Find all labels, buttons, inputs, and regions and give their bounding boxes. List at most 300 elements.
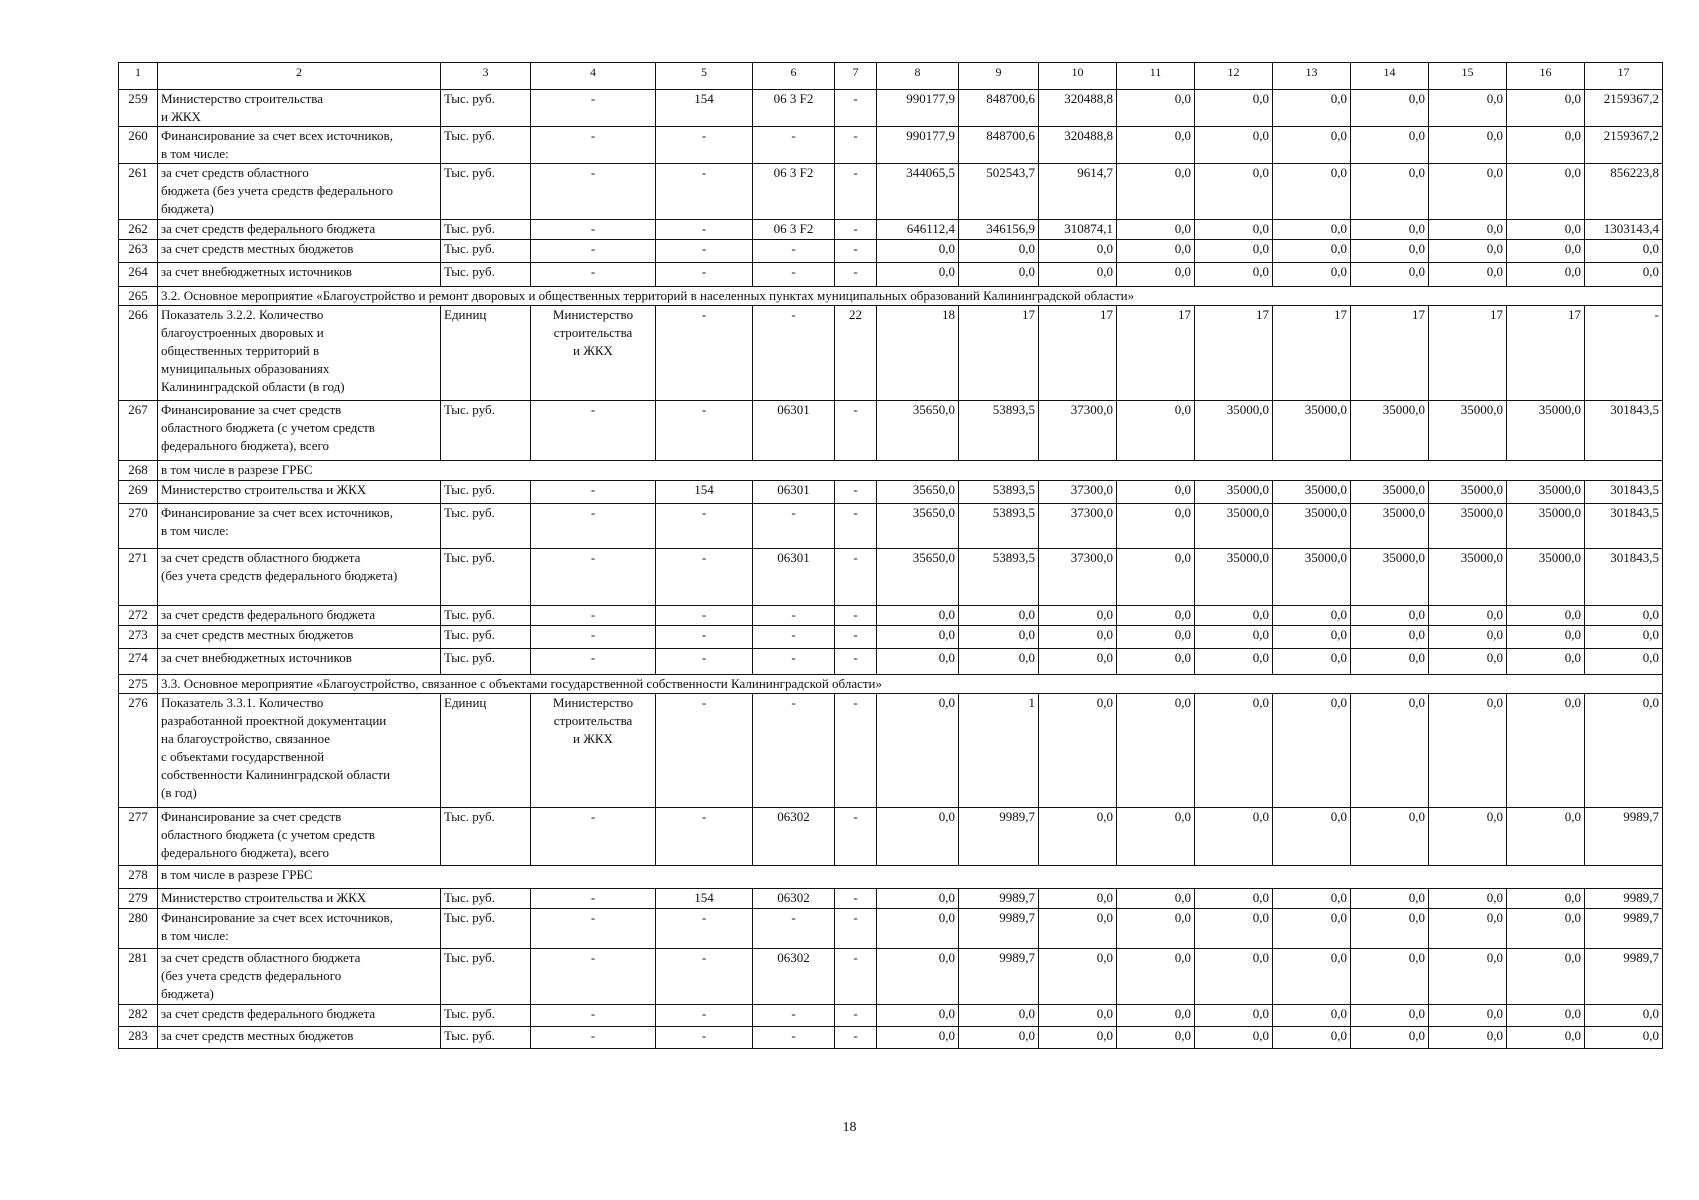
- table-cell: -: [656, 949, 753, 1005]
- table-cell: 0,0: [1117, 649, 1195, 675]
- table-cell: -: [753, 649, 835, 675]
- table-cell: 0,0: [1039, 240, 1117, 263]
- table-cell: 37300,0: [1039, 481, 1117, 504]
- column-number-cell: 16: [1507, 63, 1585, 90]
- table-cell: 0,0: [1117, 808, 1195, 866]
- table-cell: 0,0: [1273, 263, 1351, 287]
- row-number-cell: 275: [119, 675, 158, 694]
- table-row: [119, 694, 1663, 808]
- table-cell: 0,0: [1351, 220, 1429, 240]
- table-cell: 35000,0: [1507, 401, 1585, 461]
- table-cell: 0,0: [1273, 808, 1351, 866]
- table-cell: 0,0: [1039, 606, 1117, 626]
- table-cell: 0,0: [877, 1005, 959, 1027]
- table-cell: 35000,0: [1429, 549, 1507, 606]
- indicator-name-cell: за счет средств федерального бюджета: [158, 220, 441, 240]
- table-cell: 0,0: [959, 606, 1039, 626]
- table-cell: 35000,0: [1351, 401, 1429, 461]
- table-cell: 06302: [753, 949, 835, 1005]
- table-row: [119, 808, 1663, 866]
- table-cell: 0,0: [1585, 1005, 1663, 1027]
- indicator-name-cell: Финансирование за счет всех источников, в том числе:: [158, 127, 441, 164]
- table-cell: 53893,5: [959, 481, 1039, 504]
- table-row: [119, 240, 1663, 263]
- table-cell: 0,0: [1585, 694, 1663, 808]
- table-cell: 0,0: [1273, 127, 1351, 164]
- row-number-cell: 260: [119, 127, 158, 164]
- section-title-cell: 3.3. Основное мероприятие «Благоустройство, связанное с объектами государственной собственности Калининградской области»: [158, 675, 1663, 694]
- table-cell: 35650,0: [877, 481, 959, 504]
- table-cell: -: [835, 808, 877, 866]
- row-number-cell: 279: [119, 889, 158, 909]
- table-cell: 0,0: [1117, 626, 1195, 649]
- table-cell: 0,0: [1585, 649, 1663, 675]
- table-cell: 0,0: [1429, 626, 1507, 649]
- table-cell: Тыс. руб.: [441, 949, 531, 1005]
- table-cell: 0,0: [1429, 949, 1507, 1005]
- table-cell: 37300,0: [1039, 401, 1117, 461]
- row-number-cell: 282: [119, 1005, 158, 1027]
- row-number-cell: 265: [119, 287, 158, 306]
- column-number-cell: 2: [158, 63, 441, 90]
- table-cell: 0,0: [1351, 889, 1429, 909]
- table-cell: 0,0: [1507, 1027, 1585, 1049]
- indicator-name-cell: Финансирование за счет всех источников, в том числе:: [158, 909, 441, 949]
- table-cell: 37300,0: [1039, 549, 1117, 606]
- table-cell: 0,0: [1429, 889, 1507, 909]
- column-number-cell: 10: [1039, 63, 1117, 90]
- table-cell: 18: [877, 306, 959, 401]
- table-cell: 2159367,2: [1585, 90, 1663, 127]
- table-cell: Тыс. руб.: [441, 164, 531, 220]
- column-number-cell: 9: [959, 63, 1039, 90]
- indicator-name-cell: за счет средств местных бюджетов: [158, 240, 441, 263]
- table-cell: 0,0: [1585, 606, 1663, 626]
- indicator-name-cell: Министерство строительства и ЖКХ: [158, 90, 441, 127]
- table-cell: 17: [1117, 306, 1195, 401]
- table-cell: -: [531, 263, 656, 287]
- table-cell: 320488,8: [1039, 90, 1117, 127]
- table-cell: -: [835, 909, 877, 949]
- table-cell: 0,0: [1039, 263, 1117, 287]
- table-cell: Тыс. руб.: [441, 606, 531, 626]
- table-cell: -: [835, 164, 877, 220]
- table-cell: 0,0: [1351, 949, 1429, 1005]
- row-number-cell: 278: [119, 866, 158, 889]
- table-cell: 0,0: [877, 694, 959, 808]
- table-cell: 0,0: [1195, 626, 1273, 649]
- table-cell: 0,0: [1117, 1027, 1195, 1049]
- table-cell: -: [531, 649, 656, 675]
- table-cell: 0,0: [1195, 263, 1273, 287]
- table-cell: 0,0: [959, 1005, 1039, 1027]
- table-cell: -: [835, 1005, 877, 1027]
- table-cell: -: [656, 808, 753, 866]
- table-cell: 17: [1429, 306, 1507, 401]
- table-cell: -: [753, 1005, 835, 1027]
- table-cell: 301843,5: [1585, 481, 1663, 504]
- document-table-container: [118, 62, 1662, 1049]
- table-cell: Тыс. руб.: [441, 90, 531, 127]
- table-cell: 35000,0: [1195, 549, 1273, 606]
- table-cell: 0,0: [1117, 606, 1195, 626]
- row-number-cell: 281: [119, 949, 158, 1005]
- table-cell: 1303143,4: [1585, 220, 1663, 240]
- table-cell: 0,0: [1195, 649, 1273, 675]
- table-cell: -: [835, 504, 877, 549]
- table-row: [119, 401, 1663, 461]
- table-cell: 0,0: [1039, 1027, 1117, 1049]
- row-number-cell: 269: [119, 481, 158, 504]
- table-cell: -: [656, 127, 753, 164]
- table-cell: -: [531, 90, 656, 127]
- table-cell: -: [531, 889, 656, 909]
- table-cell: 35000,0: [1195, 504, 1273, 549]
- table-cell: 35000,0: [1273, 401, 1351, 461]
- row-number-cell: 280: [119, 909, 158, 949]
- row-number-cell: 274: [119, 649, 158, 675]
- table-cell: 0,0: [877, 909, 959, 949]
- table-cell: 0,0: [1351, 808, 1429, 866]
- table-cell: Тыс. руб.: [441, 220, 531, 240]
- table-cell: -: [753, 606, 835, 626]
- table-cell: 0,0: [1507, 889, 1585, 909]
- table-cell: 0,0: [1429, 127, 1507, 164]
- table-cell: -: [656, 240, 753, 263]
- table-cell: 0,0: [1273, 909, 1351, 949]
- section-title-cell: 3.2. Основное мероприятие «Благоустройство и ремонт дворовых и общественных территорий в населенных пунктах муниципальных образований Калининградской области»: [158, 287, 1663, 306]
- table-cell: Тыс. руб.: [441, 1027, 531, 1049]
- table-cell: 0,0: [1429, 240, 1507, 263]
- table-cell: 0,0: [1195, 1005, 1273, 1027]
- table-cell: 06 3 F2: [753, 220, 835, 240]
- row-number-cell: 276: [119, 694, 158, 808]
- table-cell: 0,0: [1117, 504, 1195, 549]
- indicator-name-cell: за счет средств федерального бюджета: [158, 606, 441, 626]
- table-cell: 35000,0: [1273, 549, 1351, 606]
- table-cell: 0,0: [1117, 889, 1195, 909]
- table-cell: 0,0: [1429, 909, 1507, 949]
- table-cell: 0,0: [1429, 164, 1507, 220]
- table-cell: -: [753, 504, 835, 549]
- table-cell: Тыс. руб.: [441, 889, 531, 909]
- section-title-cell: в том числе в разрезе ГРБС: [158, 866, 1663, 889]
- table-cell: 17: [1507, 306, 1585, 401]
- table-cell: 346156,9: [959, 220, 1039, 240]
- column-number-cell: 15: [1429, 63, 1507, 90]
- table-cell: 154: [656, 481, 753, 504]
- table-row: [119, 164, 1663, 220]
- table-cell: 06302: [753, 889, 835, 909]
- table-cell: 0,0: [1195, 164, 1273, 220]
- table-cell: 35000,0: [1507, 549, 1585, 606]
- table-cell: 0,0: [1117, 263, 1195, 287]
- indicator-name-cell: за счет средств областного бюджета (без учета средств федерального бюджета): [158, 549, 441, 606]
- table-cell: 0,0: [877, 949, 959, 1005]
- table-cell: 0,0: [1351, 694, 1429, 808]
- table-cell: 848700,6: [959, 90, 1039, 127]
- table-cell: -: [753, 909, 835, 949]
- column-number-cell: 14: [1351, 63, 1429, 90]
- row-number-cell: 267: [119, 401, 158, 461]
- table-cell: 0,0: [1507, 649, 1585, 675]
- table-cell: -: [656, 606, 753, 626]
- row-number-cell: 264: [119, 263, 158, 287]
- program-indicators-table: [118, 62, 1663, 1049]
- table-cell: -: [656, 626, 753, 649]
- table-cell: 35000,0: [1351, 481, 1429, 504]
- table-cell: 2159367,2: [1585, 127, 1663, 164]
- table-cell: 0,0: [1195, 220, 1273, 240]
- column-number-cell: 11: [1117, 63, 1195, 90]
- section-row: [119, 287, 1663, 306]
- table-cell: -: [531, 549, 656, 606]
- table-cell: 0,0: [877, 649, 959, 675]
- table-cell: -: [656, 1005, 753, 1027]
- table-cell: 301843,5: [1585, 549, 1663, 606]
- table-cell: 35000,0: [1273, 481, 1351, 504]
- table-cell: 17: [959, 306, 1039, 401]
- table-cell: 0,0: [1273, 606, 1351, 626]
- table-cell: 848700,6: [959, 127, 1039, 164]
- table-row: [119, 90, 1663, 127]
- table-cell: 35000,0: [1351, 504, 1429, 549]
- table-cell: 0,0: [1117, 164, 1195, 220]
- indicator-name-cell: за счет внебюджетных источников: [158, 263, 441, 287]
- indicator-name-cell: Финансирование за счет всех источников, в том числе:: [158, 504, 441, 549]
- table-cell: 0,0: [1351, 649, 1429, 675]
- table-cell: -: [656, 549, 753, 606]
- table-cell: 0,0: [1507, 127, 1585, 164]
- table-cell: 22: [835, 306, 877, 401]
- table-cell: -: [753, 694, 835, 808]
- table-cell: -: [753, 240, 835, 263]
- table-cell: 502543,7: [959, 164, 1039, 220]
- table-cell: Тыс. руб.: [441, 649, 531, 675]
- table-cell: 35000,0: [1195, 401, 1273, 461]
- table-cell: 0,0: [1507, 90, 1585, 127]
- table-cell: 0,0: [1351, 626, 1429, 649]
- table-row: [119, 504, 1663, 549]
- table-cell: -: [656, 164, 753, 220]
- column-number-cell: 8: [877, 63, 959, 90]
- table-cell: 990177,9: [877, 90, 959, 127]
- table-cell: Министерство строительства и ЖКХ: [531, 694, 656, 808]
- table-cell: 0,0: [1117, 549, 1195, 606]
- table-cell: -: [531, 949, 656, 1005]
- table-cell: 0,0: [1429, 263, 1507, 287]
- table-cell: 0,0: [877, 1027, 959, 1049]
- table-cell: 154: [656, 90, 753, 127]
- table-cell: 0,0: [1117, 220, 1195, 240]
- column-number-cell: 7: [835, 63, 877, 90]
- table-cell: 0,0: [1117, 90, 1195, 127]
- table-cell: -: [835, 481, 877, 504]
- table-row: [119, 889, 1663, 909]
- indicator-name-cell: Министерство строительства и ЖКХ: [158, 481, 441, 504]
- section-title-cell: в том числе в разрезе ГРБС: [158, 461, 1663, 481]
- table-cell: -: [531, 909, 656, 949]
- table-body: [119, 63, 1663, 1049]
- table-cell: 0,0: [1507, 909, 1585, 949]
- table-cell: 0,0: [1429, 1005, 1507, 1027]
- table-cell: 0,0: [1273, 889, 1351, 909]
- row-number-cell: 259: [119, 90, 158, 127]
- indicator-name-cell: за счет средств областного бюджета (без учета средств федерального бюджета): [158, 164, 441, 220]
- table-cell: -: [656, 401, 753, 461]
- table-cell: Тыс. руб.: [441, 401, 531, 461]
- table-cell: 0,0: [1429, 1027, 1507, 1049]
- table-cell: 0,0: [1429, 649, 1507, 675]
- table-cell: 646112,4: [877, 220, 959, 240]
- table-cell: 35000,0: [1273, 504, 1351, 549]
- table-cell: 0,0: [1039, 949, 1117, 1005]
- table-cell: 0,0: [1351, 240, 1429, 263]
- table-row: [119, 1027, 1663, 1049]
- table-cell: 06301: [753, 481, 835, 504]
- table-cell: -: [835, 127, 877, 164]
- table-cell: 0,0: [1507, 606, 1585, 626]
- table-cell: 0,0: [1351, 606, 1429, 626]
- table-cell: 0,0: [1273, 1027, 1351, 1049]
- table-cell: 0,0: [1117, 127, 1195, 164]
- table-cell: Единиц: [441, 694, 531, 808]
- column-number-cell: 4: [531, 63, 656, 90]
- table-cell: 0,0: [1351, 164, 1429, 220]
- table-cell: 0,0: [1507, 1005, 1585, 1027]
- row-number-cell: 263: [119, 240, 158, 263]
- table-cell: 17: [1351, 306, 1429, 401]
- table-cell: 9989,7: [1585, 889, 1663, 909]
- table-cell: 0,0: [1351, 1005, 1429, 1027]
- table-cell: 37300,0: [1039, 504, 1117, 549]
- table-row: [119, 909, 1663, 949]
- table-cell: 9989,7: [959, 949, 1039, 1005]
- row-number-cell: 277: [119, 808, 158, 866]
- table-cell: 0,0: [1507, 694, 1585, 808]
- indicator-name-cell: за счет средств федерального бюджета: [158, 1005, 441, 1027]
- table-cell: 0,0: [1507, 240, 1585, 263]
- table-cell: 53893,5: [959, 504, 1039, 549]
- table-cell: 35000,0: [1351, 549, 1429, 606]
- table-cell: 17: [1039, 306, 1117, 401]
- table-cell: Тыс. руб.: [441, 549, 531, 606]
- table-cell: -: [835, 90, 877, 127]
- table-row: [119, 626, 1663, 649]
- table-cell: 0,0: [1117, 909, 1195, 949]
- table-cell: -: [835, 1027, 877, 1049]
- table-cell: 0,0: [877, 606, 959, 626]
- table-cell: -: [835, 649, 877, 675]
- table-cell: 0,0: [1585, 1027, 1663, 1049]
- table-cell: -: [753, 306, 835, 401]
- table-cell: 0,0: [1195, 694, 1273, 808]
- row-number-cell: 266: [119, 306, 158, 401]
- table-row: [119, 549, 1663, 606]
- table-cell: 0,0: [1429, 90, 1507, 127]
- table-cell: 0,0: [1351, 909, 1429, 949]
- table-row: [119, 220, 1663, 240]
- table-cell: 0,0: [1585, 263, 1663, 287]
- section-row: [119, 675, 1663, 694]
- table-cell: 0,0: [1273, 949, 1351, 1005]
- table-cell: -: [656, 694, 753, 808]
- table-cell: 35000,0: [1429, 504, 1507, 549]
- table-cell: 0,0: [1195, 889, 1273, 909]
- table-cell: 0,0: [959, 626, 1039, 649]
- table-cell: 06301: [753, 549, 835, 606]
- table-cell: 0,0: [1273, 164, 1351, 220]
- table-cell: 154: [656, 889, 753, 909]
- table-cell: 0,0: [1273, 90, 1351, 127]
- table-cell: 0,0: [1273, 694, 1351, 808]
- table-cell: 0,0: [1117, 694, 1195, 808]
- table-cell: -: [753, 263, 835, 287]
- table-cell: 0,0: [1273, 649, 1351, 675]
- table-cell: -: [835, 263, 877, 287]
- section-row: [119, 866, 1663, 889]
- table-cell: -: [835, 694, 877, 808]
- table-cell: 0,0: [1039, 1005, 1117, 1027]
- table-cell: -: [531, 1027, 656, 1049]
- column-number-cell: 12: [1195, 63, 1273, 90]
- table-cell: Тыс. руб.: [441, 808, 531, 866]
- table-cell: 0,0: [1351, 127, 1429, 164]
- table-cell: 0,0: [1039, 889, 1117, 909]
- indicator-name-cell: Финансирование за счет средств областного бюджета (с учетом средств федерального бюджета), всего: [158, 808, 441, 866]
- table-cell: -: [656, 263, 753, 287]
- table-cell: -: [531, 626, 656, 649]
- table-cell: 53893,5: [959, 549, 1039, 606]
- column-number-header-row: [119, 63, 1663, 90]
- table-cell: 0,0: [1351, 1027, 1429, 1049]
- table-cell: -: [656, 1027, 753, 1049]
- table-cell: 06 3 F2: [753, 90, 835, 127]
- table-cell: 301843,5: [1585, 401, 1663, 461]
- page-number: 18: [842, 1120, 857, 1135]
- table-cell: -: [531, 808, 656, 866]
- table-cell: 9989,7: [1585, 949, 1663, 1005]
- indicator-name-cell: Показатель 3.2.2. Количество благоустроенных дворовых и общественных территорий в муниципальных образованиях Калининградской области (в год): [158, 306, 441, 401]
- table-cell: 856223,8: [1585, 164, 1663, 220]
- table-cell: 0,0: [1273, 626, 1351, 649]
- table-cell: 320488,8: [1039, 127, 1117, 164]
- table-cell: 0,0: [959, 240, 1039, 263]
- table-cell: -: [531, 240, 656, 263]
- table-cell: Тыс. руб.: [441, 909, 531, 949]
- table-cell: 53893,5: [959, 401, 1039, 461]
- table-cell: 0,0: [1117, 401, 1195, 461]
- table-cell: 0,0: [1195, 909, 1273, 949]
- table-cell: -: [531, 1005, 656, 1027]
- table-cell: 0,0: [877, 808, 959, 866]
- table-cell: 35000,0: [1507, 504, 1585, 549]
- table-cell: 35650,0: [877, 401, 959, 461]
- table-row: [119, 481, 1663, 504]
- table-row: [119, 949, 1663, 1005]
- table-cell: 0,0: [1429, 606, 1507, 626]
- table-cell: 0,0: [1195, 127, 1273, 164]
- table-cell: 0,0: [877, 263, 959, 287]
- table-cell: 35000,0: [1507, 481, 1585, 504]
- table-cell: -: [1585, 306, 1663, 401]
- table-cell: 17: [1273, 306, 1351, 401]
- table-cell: -: [531, 504, 656, 549]
- table-cell: -: [835, 949, 877, 1005]
- table-cell: 0,0: [1117, 949, 1195, 1005]
- table-cell: 35000,0: [1429, 401, 1507, 461]
- indicator-name-cell: за счет внебюджетных источников: [158, 649, 441, 675]
